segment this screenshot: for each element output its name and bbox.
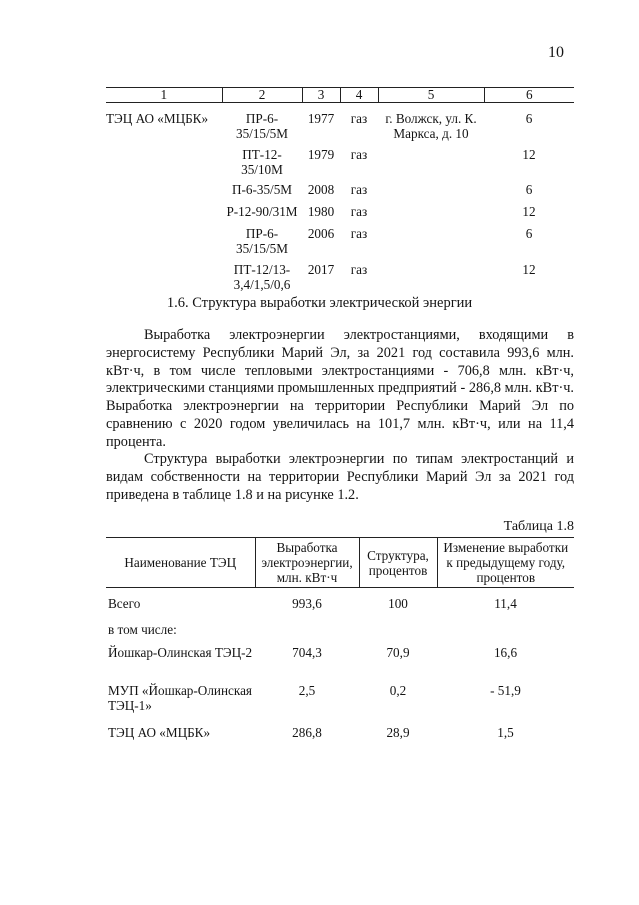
output-value: 286,8 bbox=[292, 724, 322, 740]
fuel-type: газ bbox=[350, 182, 368, 197]
table-header-row bbox=[106, 538, 574, 588]
fuel-type: газ bbox=[350, 226, 368, 241]
change-value: 11,4 bbox=[494, 596, 517, 611]
commission-year: 1980 bbox=[307, 204, 335, 219]
table-row bbox=[106, 221, 574, 257]
change-value bbox=[437, 612, 574, 637]
header-cell: 3 bbox=[302, 88, 340, 103]
header-cell: Структура, процентов bbox=[359, 538, 437, 588]
header-cell: Выработка электроэнергии, млн. кВт·ч bbox=[255, 538, 359, 588]
installed-power: 12 bbox=[522, 147, 536, 162]
table-row bbox=[106, 677, 574, 717]
table-row bbox=[106, 257, 574, 293]
table-row bbox=[106, 717, 574, 743]
header-cell: 4 bbox=[340, 88, 378, 103]
share-value bbox=[359, 612, 437, 637]
share-value: 70,9 bbox=[386, 644, 410, 660]
body-paragraph bbox=[106, 451, 574, 504]
table-row bbox=[106, 199, 574, 221]
table-row bbox=[106, 637, 574, 677]
fuel-type: газ bbox=[350, 111, 368, 126]
fuel-type: газ bbox=[350, 262, 368, 277]
share-value: 100 bbox=[388, 596, 408, 611]
page-number: 10 bbox=[548, 44, 564, 61]
station-name: Йошкар-Олинская ТЭЦ-2 bbox=[108, 644, 253, 660]
station-name: ТЭЦ АО «МЦБК» bbox=[106, 111, 209, 126]
installed-power: 12 bbox=[522, 262, 536, 277]
installed-power: 6 bbox=[525, 226, 533, 241]
section-heading: 1.6. Структура выработки электрической энергии bbox=[166, 295, 473, 311]
share-value: 28,9 bbox=[386, 724, 410, 740]
commission-year: 2008 bbox=[307, 182, 335, 197]
header-cell: 1 bbox=[106, 88, 222, 103]
table-row bbox=[106, 588, 574, 612]
station-name: в том числе: bbox=[108, 621, 177, 637]
turbine-type: Р-12-90/31М bbox=[226, 204, 298, 219]
turbine-type: ПР-6-35/15/5М bbox=[235, 226, 289, 256]
turbine-type: ПТ-12/13-3,4/1,5/0,6 bbox=[233, 262, 291, 292]
header-cell: 2 bbox=[222, 88, 302, 103]
output-value: 2,5 bbox=[298, 682, 316, 698]
turbine-type: П-6-35/5М bbox=[231, 182, 293, 197]
generation-units-table bbox=[106, 87, 574, 293]
commission-year: 1979 bbox=[307, 147, 335, 162]
body-paragraph bbox=[106, 327, 574, 452]
installed-power: 6 bbox=[525, 111, 533, 126]
header-cell: 5 bbox=[378, 88, 484, 103]
output-value: 993,6 bbox=[292, 596, 322, 611]
change-value: 16,6 bbox=[493, 644, 518, 660]
paragraph-text: Выработка электроэнергии электростанциями, входящими в энергосистему Республики Марий Эл, за 2021 год составила 993,6 млн. кВт·ч, в том числе тепловыми электростанциями - 706,8 млн. кВт·ч, электрическими станциями промышленных предприятий - 286,8 млн. кВт·ч. Выработка электроэнергии на территории Республики Марий Эл по сравнению с 2020 годом увеличилась на 101,7 млн. кВт·ч, или на 11,4 процента. bbox=[106, 327, 574, 450]
table-row bbox=[106, 177, 574, 199]
commission-year: 1977 bbox=[307, 111, 335, 126]
station-name: Всего bbox=[108, 596, 141, 611]
fuel-type: газ bbox=[350, 204, 368, 219]
fuel-type: газ bbox=[350, 147, 368, 162]
station-name: МУП «Йошкар-Олинская ТЭЦ-1» bbox=[108, 682, 252, 713]
commission-year: 2017 bbox=[307, 262, 335, 277]
installed-power: 6 bbox=[525, 182, 533, 197]
station-address: г. Волжск, ул. К. Маркса, д. 10 bbox=[385, 111, 477, 141]
station-name: ТЭЦ АО «МЦБК» bbox=[108, 724, 211, 740]
change-value: - 51,9 bbox=[490, 682, 521, 698]
table-header-row bbox=[106, 88, 574, 103]
output-value bbox=[255, 612, 359, 637]
table-row bbox=[106, 103, 574, 142]
change-value: 1,5 bbox=[497, 724, 514, 740]
table-caption: Таблица 1.8 bbox=[503, 519, 574, 534]
header-cell: Наименование ТЭЦ bbox=[106, 538, 255, 588]
header-cell: 6 bbox=[484, 88, 574, 103]
table-row bbox=[106, 612, 574, 637]
commission-year: 2006 bbox=[307, 226, 335, 241]
paragraph-text: Структура выработки электроэнергии по типам электростанций и видам собственности на территории Республики Марий Эл за 2021 год приведена в таблице 1.8 и на рисунке 1.2. bbox=[106, 451, 574, 503]
output-value: 704,3 bbox=[292, 644, 322, 660]
header-cell: Изменение выработки к предыдущему году, процентов bbox=[437, 538, 574, 588]
table-row bbox=[106, 141, 574, 177]
turbine-type: ПТ-12-35/10М bbox=[241, 147, 283, 177]
turbine-type: ПР-6-35/15/5М bbox=[235, 111, 289, 141]
production-structure-table bbox=[106, 537, 574, 743]
installed-power: 12 bbox=[522, 204, 536, 219]
share-value: 0,2 bbox=[389, 682, 407, 698]
